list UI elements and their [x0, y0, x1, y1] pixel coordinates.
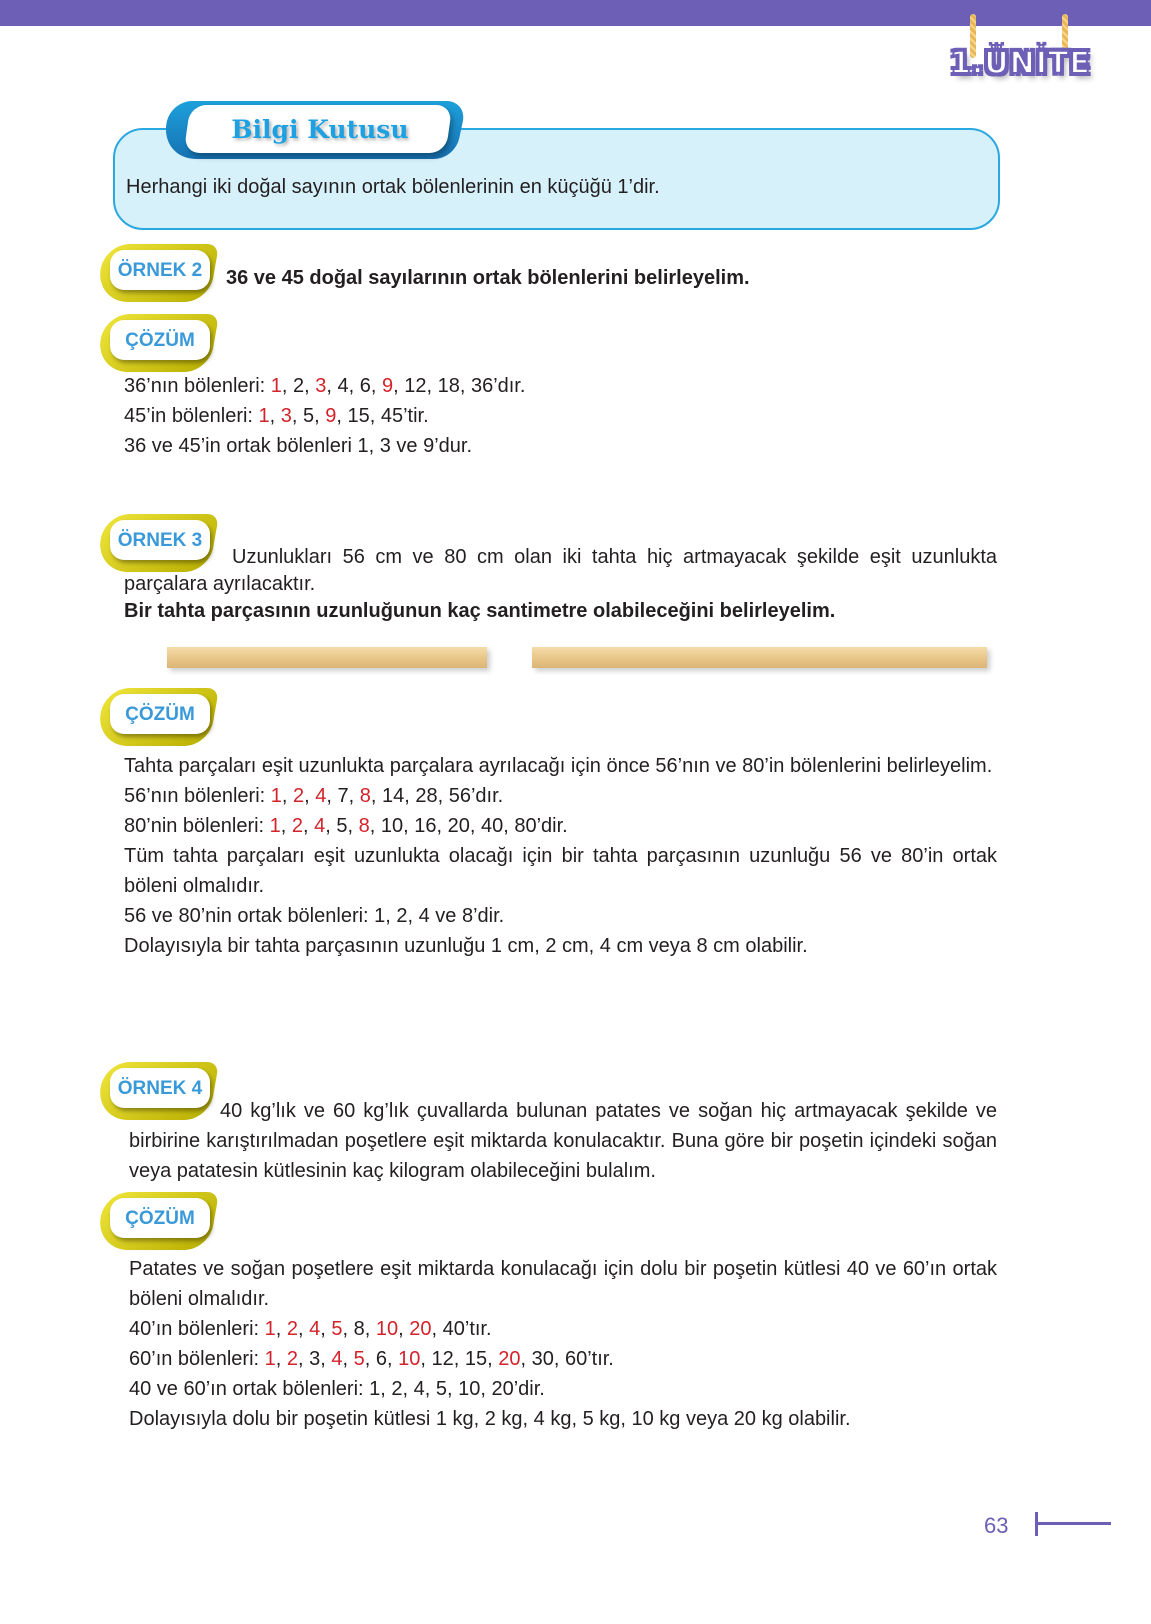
unit-label: 1.ÜNİTE — [950, 46, 1091, 81]
solution-line — [129, 1344, 997, 1374]
text-segment: , 15, 45’tir. — [336, 405, 429, 427]
text-segment: , — [275, 1318, 287, 1340]
highlighted-number: 4 — [309, 1318, 321, 1340]
badge-label: ÖRNEK 2 — [117, 260, 203, 281]
text-segment: , 2, — [281, 375, 316, 397]
highlighted-number: 1 — [269, 815, 281, 837]
text-segment: 56’nın bölenleri: — [124, 785, 271, 807]
solution-line — [124, 931, 997, 961]
example-4-solution — [129, 1254, 997, 1434]
solution-line — [124, 901, 997, 931]
badge-label: ÇÖZÜM — [125, 330, 195, 351]
text-segment: , 6, — [364, 1348, 399, 1370]
text-segment: 45’in bölenleri: — [124, 405, 259, 427]
badge-label: ÖRNEK 3 — [117, 530, 203, 551]
text-segment: 40’ın bölenleri: — [129, 1318, 265, 1340]
text-segment: , — [298, 1318, 310, 1340]
text-segment: , 12, 18, 36’dır. — [393, 375, 526, 397]
highlighted-number: 3 — [315, 375, 327, 397]
badge-label: ÇÖZÜM — [125, 1208, 195, 1229]
text-segment: , — [275, 1348, 287, 1370]
highlighted-number: 1 — [270, 785, 282, 807]
example-2-question: 36 ve 45 doğal sayılarının ortak bölenlerini belirleyelim. — [226, 267, 750, 289]
text-segment: , — [320, 1318, 332, 1340]
text-segment: Dolayısıyla dolu bir poşetin kütlesi 1 kg, 2 kg, 4 kg, 5 kg, 10 kg veya 20 kg olabilir. — [129, 1408, 851, 1430]
solution-badge — [100, 686, 216, 746]
wood-plank-56cm — [167, 647, 487, 668]
solution-line — [124, 431, 997, 461]
highlighted-number: 2 — [293, 785, 305, 807]
highlighted-number: 2 — [286, 1348, 299, 1370]
text-segment: , — [342, 1348, 354, 1370]
solution-line — [124, 781, 997, 811]
text-segment: , — [303, 815, 315, 837]
solution-line — [129, 1374, 997, 1404]
info-box-text: Herhangi iki doğal sayının ortak bölenlerinin en küçüğü 1’dir. — [126, 176, 660, 198]
text-segment: , 30, 60’tır. — [520, 1348, 614, 1370]
solution-badge — [100, 312, 216, 372]
text-segment: , 4, 6, — [326, 375, 382, 397]
text-segment: 56 ve 80’nin ortak bölenleri: 1, 2, 4 ve 8’dir. — [124, 905, 505, 927]
highlighted-number: 1 — [264, 1318, 276, 1340]
text-segment: , 10, 16, 20, 40, 80’dir. — [369, 815, 568, 837]
highlighted-number: 5 — [331, 1318, 343, 1340]
highlighted-number: 4 — [331, 1348, 343, 1370]
text-segment: , 40’tır. — [431, 1318, 492, 1340]
example-4-question: 40 kg’lık ve 60 kg’lık çuvallarda bulunan patates ve soğan hiç artmayacak şekilde ve birbirine karıştırılmadan poşetlere eşit miktarda konulacaktır. Buna göre bir poşetin içindeki soğan veya patatesin kütlesinin kaç kilogram olabileceğini bulalım. — [129, 1100, 997, 1182]
highlighted-number: 8 — [358, 815, 370, 837]
highlighted-number: 4 — [314, 815, 326, 837]
text-segment: , 7, — [326, 785, 360, 807]
text-segment: , — [398, 1318, 410, 1340]
page-marker-line — [1035, 1522, 1111, 1525]
highlighted-number: 20 — [498, 1348, 521, 1370]
highlighted-number: 2 — [291, 815, 304, 837]
text-segment: 40 ve 60’ın ortak bölenleri: 1, 2, 4, 5, 10, 20’dir. — [129, 1378, 545, 1400]
unit-logo — [950, 38, 1112, 90]
highlighted-number: 20 — [409, 1318, 432, 1340]
solution-line — [124, 811, 997, 841]
text-segment: Tahta parçaları eşit uzunlukta parçalara ayrılacağı için önce 56’nın ve 80’in bölenlerini belirleyelim. — [124, 755, 993, 777]
solution-line — [129, 1254, 997, 1314]
text-segment: , — [304, 785, 316, 807]
text-segment: , 8, — [342, 1318, 376, 1340]
text-segment: 36 ve 45’in ortak bölenleri 1, 3 ve 9’dur. — [124, 435, 472, 457]
text-segment: , 5, — [325, 815, 359, 837]
highlighted-number: 3 — [280, 405, 292, 427]
text-segment: , 12, 15, — [420, 1348, 499, 1370]
text-segment: Tüm tahta parçaları eşit uzunlukta olacağı için bir tahta parçasının uzunluğu 56 ve 80’in ortak böleni olmalıdır. — [124, 845, 997, 897]
highlighted-number: 5 — [353, 1348, 365, 1370]
solution-line — [124, 841, 997, 901]
example-3-question-bold: Bir tahta parçasının uzunluğunun kaç santimetre olabileceğini belirleyelim. — [124, 600, 836, 622]
solution-badge — [100, 1190, 216, 1250]
highlighted-number: 10 — [398, 1348, 421, 1370]
example-2-badge — [100, 242, 216, 302]
highlighted-number: 10 — [375, 1318, 399, 1340]
info-box-title: Bilgi Kutusu — [231, 115, 409, 144]
badge-label: ÖRNEK 4 — [117, 1078, 203, 1099]
text-segment: Patates ve soğan poşetlere eşit miktarda konulacağı için dolu bir poşetin kütlesi 40 ve 60’ın ortak böleni olmalıdır. — [129, 1258, 997, 1310]
text-segment: Dolayısıyla bir tahta parçasının uzunluğu 1 cm, 2 cm, 4 cm veya 8 cm olabilir. — [124, 935, 808, 957]
text-segment: , — [269, 405, 281, 427]
wood-plank-80cm — [532, 647, 987, 668]
highlighted-number: 1 — [258, 405, 270, 427]
solution-line — [124, 371, 997, 401]
text-segment: 60’ın bölenleri: — [129, 1348, 265, 1370]
solution-line — [129, 1314, 997, 1344]
solution-line — [129, 1404, 997, 1434]
text-segment: , 3, — [298, 1348, 332, 1370]
highlighted-number: 4 — [315, 785, 327, 807]
highlighted-number: 2 — [286, 1318, 299, 1340]
text-segment: , 14, 28, 56’dır. — [370, 785, 504, 807]
example-3-solution — [124, 751, 997, 961]
highlighted-number: 9 — [325, 405, 337, 427]
text-segment: , — [281, 785, 294, 807]
highlighted-number: 1 — [264, 1348, 276, 1370]
example-2-solution — [124, 371, 997, 461]
solution-line — [124, 401, 997, 431]
info-box-tab — [165, 97, 461, 159]
text-segment: 36’nın bölenleri: — [124, 375, 271, 397]
text-segment: , — [280, 815, 292, 837]
text-segment: 80’nin bölenleri: — [124, 815, 270, 837]
highlighted-number: 8 — [359, 785, 371, 807]
example-3-question: Uzunlukları 56 cm ve 80 cm olan iki tahta hiç artmayacak şekilde eşit uzunlukta parçalara ayrılacaktır. — [124, 546, 997, 595]
badge-label: ÇÖZÜM — [125, 704, 195, 725]
top-bar — [0, 0, 1151, 26]
highlighted-number: 9 — [381, 375, 394, 397]
solution-line — [124, 751, 997, 781]
highlighted-number: 1 — [270, 375, 282, 397]
text-segment: , 5, — [291, 405, 326, 427]
page-number: 63 — [984, 1513, 1009, 1538]
